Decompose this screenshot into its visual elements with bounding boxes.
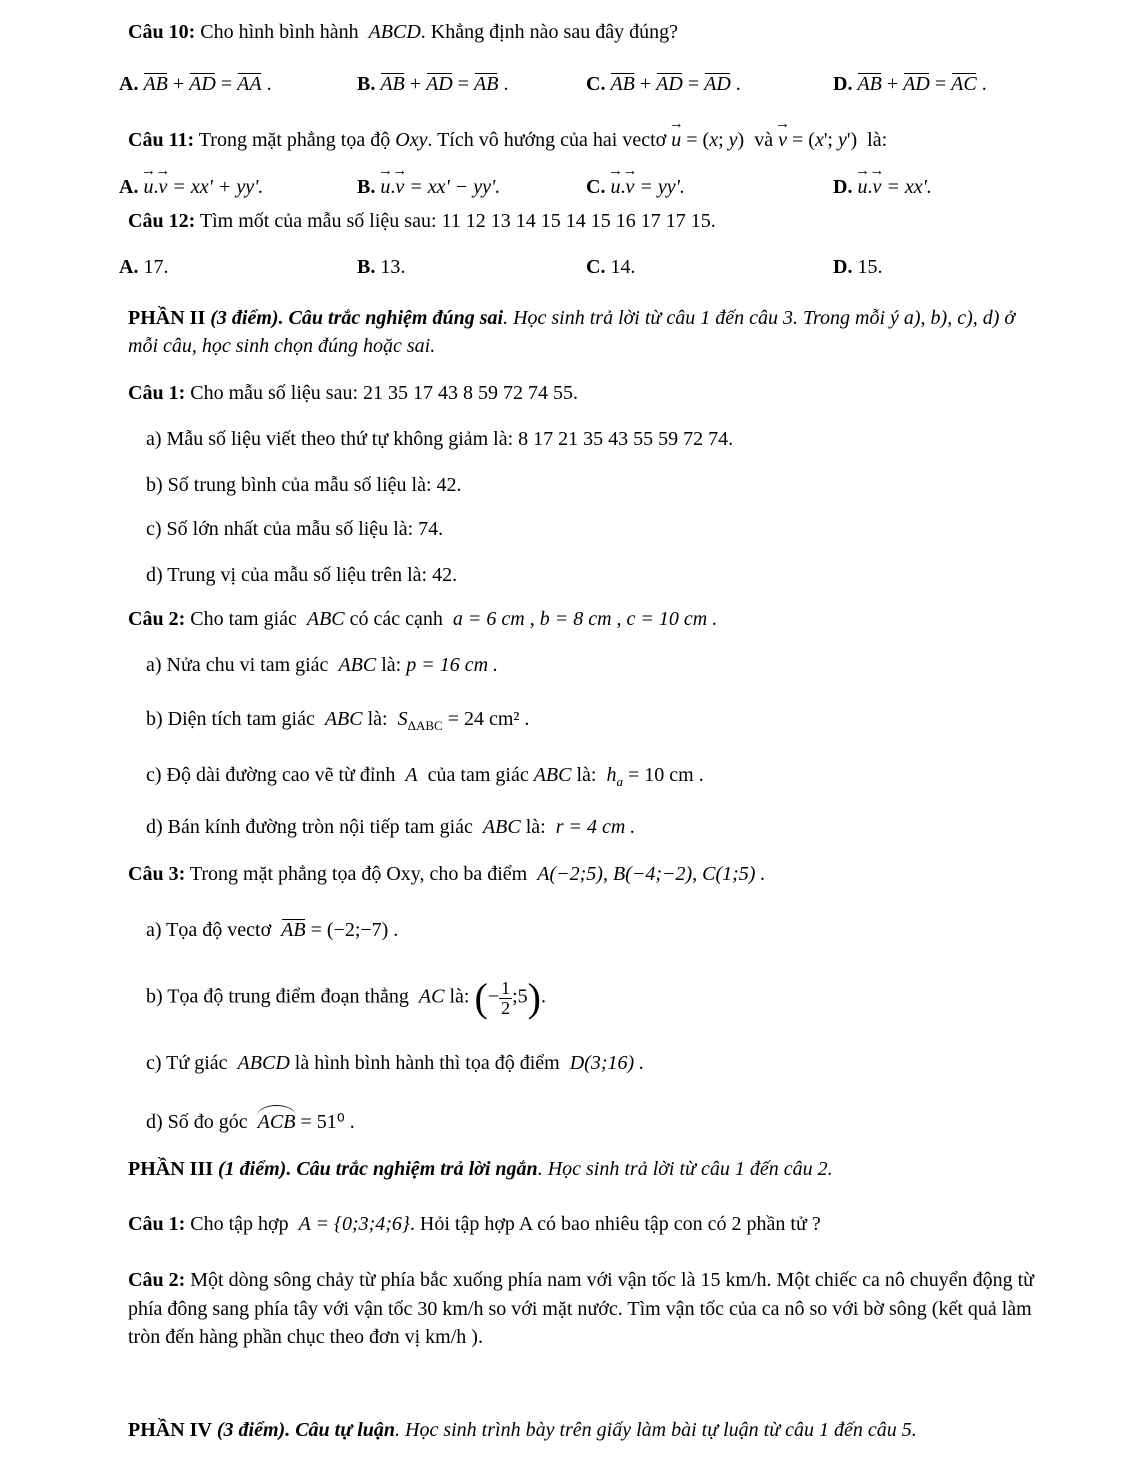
part3-points: (1 điểm).	[218, 1158, 292, 1180]
item-is: là:	[449, 985, 470, 1008]
p2q2-item-c[interactable]: c) Độ dài đường cao vẽ từ đỉnh A của tam giác ABC là: $h_a = 10$ cm .	[146, 764, 704, 789]
option-letter: C.	[586, 176, 606, 198]
part4-type: Câu tự luận	[295, 1419, 396, 1441]
option-letter: C.	[586, 73, 606, 95]
q10-text: Cho hình bình hành	[200, 21, 359, 43]
option-result: AC	[951, 73, 977, 95]
option-letter: B.	[357, 73, 376, 95]
item-value: = 24 cm² .	[447, 708, 530, 730]
p2q3-points: A(−2;5), B(−4;−2), C(1;5) .	[537, 863, 766, 885]
option-letter: B.	[357, 256, 376, 278]
p2q3-item-b[interactable]: b) Tọa độ trung điểm đoạn thẳng AC là: (− $\frac{1}{2}$ ;5).	[146, 975, 546, 1020]
option-letter: A.	[119, 73, 139, 95]
item-is: là:	[576, 764, 597, 786]
q11-and: và	[754, 129, 774, 151]
option-letter: D.	[833, 73, 853, 95]
option-result: AD	[704, 73, 731, 95]
option-expr: = xx'.	[886, 176, 932, 198]
part2-title: PHẦN II	[128, 307, 206, 329]
option-value: 17.	[143, 256, 169, 278]
p2q3-item-d[interactable]	[146, 1110, 355, 1135]
q10-option-d[interactable]: D. AB + AD = AC .	[833, 73, 987, 95]
q10-option-a[interactable]: A. AB + AD = AA .	[119, 73, 272, 95]
item-text: b) Tọa độ trung điểm đoạn thẳng	[146, 985, 409, 1008]
item-value: p = 16 cm .	[406, 654, 499, 676]
item-mid: là hình bình hành thì tọa độ điểm	[294, 1052, 560, 1074]
option-expr: = xx' − yy'.	[409, 176, 501, 198]
item-text: c) Độ dài đường cao vẽ từ đỉnh	[146, 764, 396, 786]
option-letter: B.	[357, 176, 376, 198]
option-letter: D.	[833, 256, 853, 278]
q12-option-c[interactable]	[586, 255, 635, 280]
p3q1-text: Cho tập hợp	[190, 1213, 289, 1235]
p2q2-stem	[128, 607, 717, 632]
p3q2-line-3: tròn đến hàng phần chục theo đơn vị km/h ).	[128, 1326, 483, 1348]
q11-plane: Oxy	[395, 129, 428, 151]
part4-heading	[128, 1418, 917, 1443]
p3q2-label: Câu 2:	[128, 1269, 186, 1291]
item-value: = 10 cm .	[627, 764, 704, 786]
q12-stem	[128, 209, 716, 234]
item-text: b) Diện tích tam giác	[146, 708, 315, 730]
q12-option-d[interactable]	[833, 255, 882, 280]
part2-heading	[128, 306, 1015, 331]
q11-label: Câu 11:	[128, 129, 195, 151]
q11-mid: . Tích vô hướng của hai vectơ	[427, 129, 667, 151]
part4-instruction: . Học sinh trình bày trên giấy làm bài tự luận từ câu 1 đến câu 5.	[395, 1419, 917, 1441]
p2q3-label: Câu 3:	[128, 863, 186, 885]
p3q2-text-1: Một dòng sông chảy từ phía bắc xuống phía nam với vận tốc là 15 km/h. Một chiếc ca nô chuyển động từ	[190, 1269, 1034, 1291]
q11-option-a[interactable]: A. → u.→ v = xx' + yy'.	[119, 175, 263, 200]
p3q1-label: Câu 1:	[128, 1213, 186, 1235]
q10-shape: ABCD	[368, 21, 421, 43]
q12-option-a[interactable]	[119, 255, 168, 280]
part2-type: Câu trắc nghiệm đúng sai	[288, 307, 504, 329]
q12-text: Tìm mốt của mẫu số liệu sau: 11 12 13 14 15 14 15 16 17 17 15.	[199, 210, 716, 232]
option-value: 13.	[380, 256, 406, 278]
item-text: d) Bán kính đường tròn nội tiếp tam giác	[146, 816, 473, 838]
item-segment: AC	[418, 985, 445, 1008]
item-value: r = 4 cm .	[555, 816, 636, 838]
q11-option-d[interactable]: D. → u.→ v = xx'.	[833, 175, 932, 200]
item-triangle: ABC	[324, 708, 363, 730]
option-letter: C.	[586, 256, 606, 278]
part3-heading	[128, 1157, 833, 1182]
option-letter: A.	[119, 256, 139, 278]
item-triangle: ABC	[482, 816, 521, 838]
item-value: D(3;16) .	[569, 1052, 645, 1074]
p3q1-set: A = {0;3;4;6}	[298, 1213, 410, 1235]
option-value: 15.	[857, 256, 883, 278]
q12-label: Câu 12:	[128, 210, 196, 232]
option-letter: A.	[119, 176, 139, 198]
part2-instruction-2: mỗi câu, học sinh chọn đúng hoặc sai.	[128, 335, 436, 357]
p2q2-triangle: ABC	[306, 608, 345, 630]
p2q1-item-a[interactable]: a) Mẫu số liệu viết theo thứ tự không giảm là: 8 17 21 35 43 55 59 72 74.	[146, 428, 734, 450]
part4-title: PHẦN IV	[128, 1419, 212, 1441]
item-triangle: ABC	[533, 764, 572, 786]
p2q1-text: Cho mẫu số liệu sau: 21 35 17 43 8 59 72 74 55.	[190, 382, 578, 404]
q11-option-c[interactable]: C. → u.→ v = yy'.	[586, 175, 685, 200]
p2q3-stem	[128, 862, 765, 887]
item-text: a) Tọa độ vectơ	[146, 919, 272, 941]
item-text: a) Nửa chu vi tam giác	[146, 654, 329, 676]
option-result: AA	[237, 73, 262, 95]
q10-option-b[interactable]: B. AB + AD = AB .	[357, 73, 509, 95]
p2q3-text: Trong mặt phẳng tọa độ Oxy, cho ba điểm	[189, 863, 528, 885]
option-value: 14.	[610, 256, 636, 278]
item-vertex: A	[405, 764, 418, 786]
p3q1	[128, 1212, 821, 1237]
p3q1-tail: . Hỏi tập hợp A có bao nhiêu tập con có 2 phần tử ?	[409, 1213, 821, 1235]
p2q2-item-b[interactable]: b) Diện tích tam giác ABC là: $S_{\Delta ABC} = 24$ cm² .	[146, 708, 530, 733]
part3-type: Câu trắc nghiệm trả lời ngắn	[296, 1158, 538, 1180]
item-shape: ABCD	[237, 1052, 290, 1074]
part2-instruction: . Học sinh trả lời từ câu 1 đến câu 3. Trong mỗi ý a), b), c), d) ở	[503, 307, 1016, 329]
q10-label: Câu 10:	[128, 21, 196, 43]
q10-tail: . Khẳng định nào sau đây đúng?	[420, 21, 678, 43]
q11-text: Trong mặt phẳng tọa độ	[198, 129, 391, 151]
p2q1-stem	[128, 381, 578, 406]
fraction-numerator: 1	[501, 977, 511, 998]
item-text: d) Số đo góc	[146, 1111, 248, 1133]
q10-stem	[128, 20, 678, 45]
item-value: = 51⁰ .	[300, 1111, 355, 1133]
item-value: = (−2;−7) .	[310, 919, 399, 941]
part3-title: PHẦN III	[128, 1158, 214, 1180]
p2q2-tail: có các cạnh	[349, 608, 443, 630]
fraction-denominator: 2	[501, 997, 511, 1018]
p2q1-item-d[interactable]: d) Trung vị của mẫu số liệu trên là: 42.	[146, 564, 458, 586]
p3q2-line-2: phía đông sang phía tây với vận tốc 30 km/h so với mặt nước. Tìm vận tốc của ca nô so với bờ sông (kết quả làm	[128, 1298, 1032, 1320]
p3q2-line-1	[128, 1268, 1034, 1293]
q11-tail: là:	[867, 129, 888, 151]
option-result: AB	[474, 73, 499, 95]
p2q1-item-c[interactable]: c) Số lớn nhất của mẫu số liệu là: 74.	[146, 518, 444, 540]
q11-stem: Câu 11: Trong mặt phẳng tọa độ Oxy. Tích vô hướng của hai vectơ → u = (x; y) và → v = (x'; y') là:	[128, 128, 887, 153]
p2q2-sides: a = 6 cm , b = 8 cm , c = 10 cm .	[452, 608, 718, 630]
item-is: là:	[367, 708, 388, 730]
item-value: ;5	[512, 985, 528, 1008]
p2q2-item-a[interactable]	[146, 653, 498, 678]
part4-points: (3 điểm).	[216, 1419, 291, 1441]
option-letter: D.	[833, 176, 853, 198]
q12-option-b[interactable]	[357, 255, 405, 280]
part2-points: (3 điểm).	[210, 307, 284, 329]
q10-option-c[interactable]: C. AB + AD = AD .	[586, 73, 741, 95]
p2q3-item-a[interactable]: a) Tọa độ vectơ AB = (−2;−7) .	[146, 919, 399, 941]
q11-option-b[interactable]: B. → u.→ v = xx' − yy'.	[357, 175, 500, 200]
p2q3-item-c[interactable]	[146, 1051, 644, 1076]
item-is: là:	[381, 654, 402, 676]
part3-instruction: . Học sinh trả lời từ câu 1 đến câu 2.	[537, 1158, 833, 1180]
p2q2-label: Câu 2:	[128, 608, 186, 630]
p2q2-item-d[interactable]	[146, 815, 635, 840]
item-text: c) Tứ giác	[146, 1052, 228, 1074]
p2q1-item-b[interactable]: b) Số trung bình của mẫu số liệu là: 42.	[146, 474, 462, 496]
item-angle: ACB	[257, 1111, 296, 1133]
option-expr: = xx' + yy'.	[172, 176, 264, 198]
p2q2-text: Cho tam giác	[190, 608, 297, 630]
p2q1-label: Câu 1:	[128, 382, 186, 404]
option-expr: = yy'.	[639, 176, 685, 198]
item-mid: của tam giác	[427, 764, 529, 786]
item-is: là:	[525, 816, 546, 838]
item-triangle: ABC	[338, 654, 377, 676]
